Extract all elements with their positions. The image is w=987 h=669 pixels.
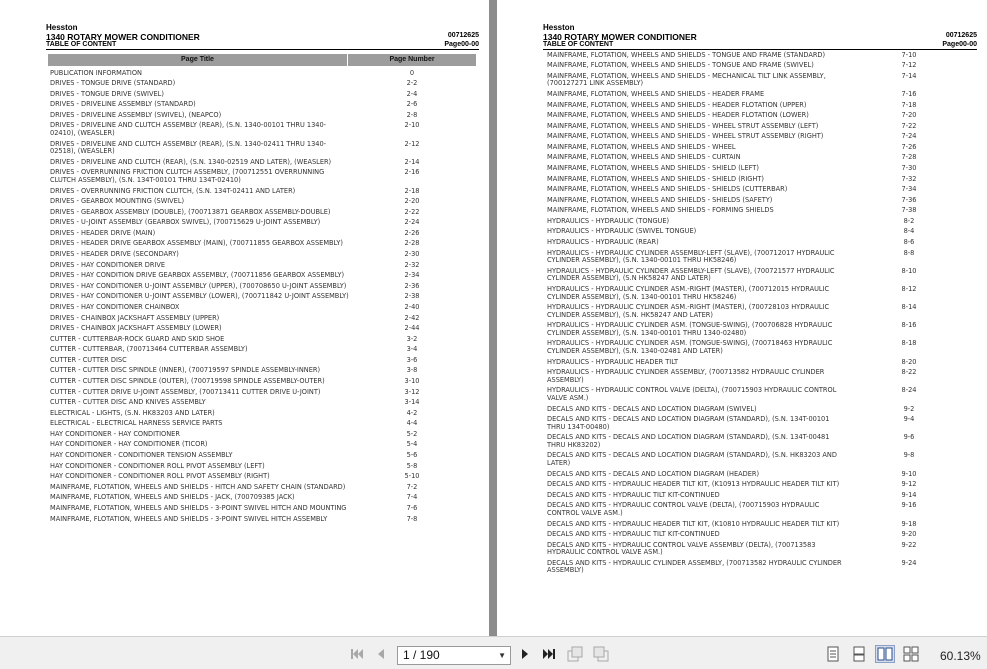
toc-row-page-number: 7-2 <box>406 482 418 491</box>
toc-row[interactable] <box>50 334 476 345</box>
toc-row[interactable] <box>50 324 476 335</box>
toc-row-title: HYDRAULICS - HYDRAULIC CYLINDER ASM.-RIGHT (MASTER), (700728103 HYDRAULIC CYLINDER ASSEMBLY), (S.N. HK58247 AND LATER) <box>547 303 830 319</box>
table-header <box>48 54 476 66</box>
toc-row-title: HYDRAULICS - HYDRAULIC CYLINDER ASM. (TONGUE-SWING), (700706828 HYDRAULIC CYLINDER ASSEMBLY), (S.N. 1340-00101 THRU 1340-02480) <box>547 321 833 337</box>
toc-row-title: HYDRAULICS - HYDRAULIC CYLINDER ASM. (TONGUE-SWING), (700718463 HYDRAULIC CYLINDER ASSEMBLY), (S.N. 1340-02481 AND LATER) <box>547 339 833 356</box>
toc-row-title: DRIVES - HAY CONDITIONER U-JOINT ASSEMBLY (UPPER), (700708650 U-JOINT ASSEMBLY) <box>50 281 347 290</box>
toc-row[interactable] <box>547 530 979 541</box>
toc-row-title: MAINFRAME, FLOTATION, WHEELS AND SHIELDS - JACK, (700709385 JACK) <box>50 493 295 502</box>
toc-row[interactable] <box>50 472 476 483</box>
toc-row-title: MAINFRAME, FLOTATION, WHEELS AND SHIELDS - MECHANICAL TILT LINK ASSEMBLY, (700127271 LINK ASSEMBLY) <box>547 71 826 88</box>
toc-row[interactable] <box>547 121 979 132</box>
toc-row-page-number: 2-36 <box>404 281 420 290</box>
toc-row-title: DRIVES - TONGUE DRIVE (SWIVEL) <box>50 89 164 98</box>
toc-row-title: DRIVES - DRIVELINE AND CLUTCH (REAR), (S.N. 1340-02519 AND LATER), (WEASLER) <box>50 157 332 166</box>
toc-row-page-number: 7-34 <box>901 185 917 194</box>
toc-row[interactable] <box>50 503 476 514</box>
prev-page-icon[interactable] <box>372 645 390 663</box>
toc-row-page-number: 8-12 <box>901 284 917 293</box>
chevron-down-icon[interactable]: ▼ <box>498 651 506 660</box>
toc-row-page-number: 2-34 <box>404 271 420 280</box>
toc-row-title: HAY CONDITIONER - CONDITIONER ROLL PIVOT ASSEMBLY (LEFT) <box>50 461 265 470</box>
toc-row[interactable] <box>50 207 476 218</box>
toc-row-title: HYDRAULICS - HYDRAULIC CYLINDER ASSEMBLY-LEFT (SLAVE), (700712017 HYDRAULIC CYLINDER ASSEMBLY), (S.N. 1340-00101 THRU HK58246) <box>547 248 835 265</box>
toc-row-title: DECALS AND KITS - HYDRAULIC TILT KIT-CONTINUED <box>547 490 720 499</box>
toc-row-title: CUTTER - CUTTER DISC <box>50 355 127 364</box>
toc-row-page-number: 2-38 <box>404 292 420 301</box>
toc-row-title: ELECTRICAL - LIGHTS, (S.N. HK83203 AND LATER) <box>50 408 215 417</box>
toc-row[interactable] <box>50 482 476 493</box>
toc-row-page-number: 2-22 <box>404 207 420 216</box>
toc-row-title: MAINFRAME, FLOTATION, WHEELS AND SHIELDS - TONGUE AND FRAME (STANDARD) <box>547 50 826 59</box>
toc-row-page-number: 2-26 <box>404 228 420 237</box>
toc-row[interactable] <box>50 366 476 377</box>
toc-row[interactable] <box>50 186 476 197</box>
toc-row-title: MAINFRAME, FLOTATION, WHEELS AND SHIELDS - TONGUE AND FRAME (SWIVEL) <box>547 61 814 70</box>
toc-row[interactable] <box>50 313 476 324</box>
toc-row[interactable] <box>547 266 979 284</box>
toc-row-title: HYDRAULICS - HYDRAULIC CYLINDER ASSEMBLY, (700713582 HYDRAULIC CYLINDER ASSEMBLY) <box>547 368 825 384</box>
toc-row[interactable] <box>547 357 979 368</box>
toc-row[interactable] <box>50 139 476 157</box>
toc-row-title: DECALS AND KITS - HYDRAULIC CONTROL VALVE (DELTA), (700715903 HYDRAULIC CONTROL VALVE ASM.) <box>547 501 820 517</box>
toc-row[interactable] <box>547 404 979 415</box>
toc-row-page-number: 8-20 <box>901 357 917 366</box>
document-subtitle: TABLE OF CONTENT <box>46 41 117 48</box>
toc-row-title: DRIVES - GEARBOX ASSEMBLY (DOUBLE), (700713871 GEARBOX ASSEMBLY-DOUBLE) <box>50 207 331 216</box>
toc-row-page-number: 2-14 <box>404 157 420 166</box>
toc-row[interactable] <box>50 292 476 303</box>
toc-row-page-number: 2-18 <box>404 186 420 195</box>
toc-row-title: HAY CONDITIONER - HAY CONDITIONER (TICOR) <box>50 440 208 449</box>
toc-row-page-number: 9-24 <box>901 558 917 567</box>
toc-row[interactable] <box>547 71 979 89</box>
toc-row-title: DRIVES - HEADER DRIVE GEARBOX ASSEMBLY (MAIN), (700711855 GEARBOX ASSEMBLY) <box>50 239 343 248</box>
toc-row[interactable] <box>50 355 476 366</box>
document-code-right: 00712625 <box>945 32 977 39</box>
toc-row-title: MAINFRAME, FLOTATION, WHEELS AND SHIELDS - WHEEL <box>547 142 736 151</box>
page-reference-right: Page00-00 <box>942 41 977 48</box>
toc-row-page-number: 9-22 <box>901 540 917 549</box>
toc-row[interactable] <box>547 227 979 238</box>
rotate-right-icon[interactable] <box>592 645 610 663</box>
toc-row-title: DRIVES - HAY CONDITION DRIVE GEARBOX ASSEMBLY, (700711856 GEARBOX ASSEMBLY) <box>50 271 345 280</box>
toc-row-page-number: 2-10 <box>404 121 420 130</box>
toc-row-title: DRIVES - HEADER DRIVE (MAIN) <box>50 228 156 237</box>
toc-row-title: MAINFRAME, FLOTATION, WHEELS AND SHIELDS - 3-POINT SWIVEL HITCH ASSEMBLY <box>50 514 328 523</box>
page-indicator: 1 / 190 <box>403 648 440 662</box>
toc-row-page-number: 2-16 <box>404 168 420 177</box>
toc-row-page-number: 8-10 <box>901 266 917 275</box>
toc-row-page-number: 7-30 <box>901 163 917 172</box>
toc-row-title: HYDRAULICS - HYDRAULIC CONTROL VALVE (DELTA), (700715903 HYDRAULIC CONTROL VALVE ASM.) <box>547 386 837 402</box>
toc-row-page-number: 3-6 <box>406 355 418 364</box>
toc-row[interactable] <box>547 163 979 174</box>
toc-row-page-number: 8-6 <box>903 238 915 247</box>
toc-row-title: HYDRAULICS - HYDRAULIC CYLINDER ASM.-RIGHT (MASTER), (700712015 HYDRAULIC CYLINDER ASSEMBLY), (S.N. 1340-00101 THRU HK58246) <box>547 284 830 301</box>
toc-row[interactable] <box>50 218 476 229</box>
toc-row-title: CUTTER - CUTTERBAR, (700713464 CUTTERBAR ASSEMBLY) <box>50 345 248 354</box>
toc-row[interactable] <box>50 376 476 387</box>
toc-row-title: DRIVES - U-JOINT ASSEMBLY (GEARBOX SWIVEL), (700715629 U-JOINT ASSEMBLY) <box>50 218 321 227</box>
toc-row[interactable] <box>50 249 476 260</box>
toc-row[interactable] <box>50 239 476 250</box>
toc-row[interactable] <box>50 461 476 472</box>
toc-row-title: HAY CONDITIONER - CONDITIONER TENSION ASSEMBLY <box>50 451 233 460</box>
toc-row-page-number: 2-32 <box>404 260 420 269</box>
toc-row-title: DRIVES - DRIVELINE AND CLUTCH ASSEMBLY (REAR), (S.N. 1340-00101 THRU 1340-02410), (WEASLER) <box>50 121 327 138</box>
toc-row-page-number: 7-14 <box>901 71 917 80</box>
toc-row[interactable] <box>547 185 979 196</box>
toc-row[interactable] <box>50 281 476 292</box>
toc-row[interactable] <box>50 440 476 451</box>
toc-row-page-number: 2-44 <box>404 324 420 333</box>
toc-row-page-number: 3-8 <box>406 366 418 375</box>
toc-row-page-number: 8-4 <box>903 227 915 236</box>
toc-row-page-number: 3-10 <box>404 376 420 385</box>
toc-row-page-number: 2-40 <box>404 302 420 311</box>
toc-row-title: DRIVES - CHAINBOX JACKSHAFT ASSEMBLY (UPPER) <box>50 313 220 322</box>
toc-row-title: DECALS AND KITS - DECALS AND LOCATION DIAGRAM (HEADER) <box>547 469 760 478</box>
viewer-toolbar <box>0 636 987 669</box>
toc-row[interactable] <box>547 142 979 153</box>
toc-row[interactable] <box>50 450 476 461</box>
toc-row-page-number: 7-10 <box>901 50 917 59</box>
toc-row-page-number: 8-8 <box>903 248 915 257</box>
toc-row[interactable] <box>547 433 979 451</box>
toc-row-page-number: 5-8 <box>406 461 418 470</box>
toc-row[interactable] <box>50 429 476 440</box>
toc-row-page-number: 8-18 <box>901 339 917 348</box>
header-divider <box>46 49 479 50</box>
pdf-page-left <box>0 0 489 636</box>
toc-row-page-number: 3-12 <box>404 387 420 396</box>
toc-row-page-number: 2-4 <box>406 89 418 98</box>
toc-row[interactable] <box>50 514 476 525</box>
toc-row-title: DECALS AND KITS - DECALS AND LOCATION DIAGRAM (STANDARD), (S.N. 134T-00481 THRU HK83202) <box>547 433 830 449</box>
toc-row[interactable] <box>547 174 979 185</box>
toc-row-title: DRIVES - TONGUE DRIVE (STANDARD) <box>50 79 176 88</box>
toc-row[interactable] <box>50 398 476 409</box>
toc-row-title: DRIVES - GEARBOX MOUNTING (SWIVEL) <box>50 197 185 206</box>
toc-row-page-number: 8-22 <box>901 368 917 377</box>
toc-row[interactable] <box>547 248 979 266</box>
toc-row-page-number: 7-32 <box>901 174 917 183</box>
toc-row-page-number: 7-16 <box>901 89 917 98</box>
toc-row[interactable] <box>50 228 476 239</box>
toc-row-title: DECALS AND KITS - DECALS AND LOCATION DIAGRAM (STANDARD), (S.N. HK83203 AND LATER) <box>547 451 837 468</box>
toc-row[interactable] <box>547 480 979 491</box>
toc-row-page-number: 2-12 <box>404 139 420 148</box>
toc-row-title: MAINFRAME, FLOTATION, WHEELS AND SHIELDS - 3-POINT SWIVEL HITCH AND MOUNTING <box>50 503 347 512</box>
toc-row-page-number: 2-42 <box>404 313 420 322</box>
toc-row[interactable] <box>50 110 476 121</box>
toc-row-page-number: 2-24 <box>404 218 420 227</box>
toc-row-page-number: 2-2 <box>406 79 418 88</box>
toc-row[interactable] <box>50 387 476 398</box>
toc-row[interactable] <box>547 195 979 206</box>
toc-row-page-number: 2-6 <box>406 100 418 109</box>
toc-row-title: CUTTER - CUTTERBAR-ROCK GUARD AND SKID SHOE <box>50 334 225 343</box>
toc-row-title: MAINFRAME, FLOTATION, WHEELS AND SHIELDS - SHIELDS (CUTTERBAR) <box>547 185 788 194</box>
toc-row[interactable] <box>50 157 476 168</box>
two-page-continuous-icon[interactable] <box>902 645 920 663</box>
toc-row-page-number: 7-20 <box>901 111 917 120</box>
toc-row-title: PUBLICATION INFORMATION <box>50 68 142 77</box>
toc-row-title: MAINFRAME, FLOTATION, WHEELS AND SHIELDS - WHEEL STRUT ASSEMBLY (LEFT) <box>547 121 819 130</box>
toc-row-page-number: 9-16 <box>901 501 917 510</box>
toc-row-page-number: 3-2 <box>406 334 418 343</box>
toc-row[interactable] <box>547 284 979 302</box>
toc-row-title: MAINFRAME, FLOTATION, WHEELS AND SHIELDS - HITCH AND SAFETY CHAIN (STANDARD) <box>50 482 346 491</box>
toc-row[interactable] <box>547 61 979 72</box>
toc-row-title: DRIVES - DRIVELINE AND CLUTCH ASSEMBLY (REAR), (S.N. 1340-02411 THRU 1340-02518), (WEASLER) <box>50 139 327 156</box>
toc-row-title: HYDRAULICS - HYDRAULIC (TONGUE) <box>547 216 670 225</box>
toc-row[interactable] <box>50 79 476 90</box>
toc-row-page-number: 7-8 <box>406 514 418 523</box>
toc-row[interactable] <box>547 153 979 164</box>
toc-row-page-number: 7-6 <box>406 503 418 512</box>
toc-row-title: CUTTER - CUTTER DRIVE U-JOINT ASSEMBLY, (700713411 CUTTER DRIVE U-JOINT) <box>50 387 321 396</box>
toc-row-page-number: 9-2 <box>903 404 915 413</box>
brand-name: Hesston <box>46 23 78 32</box>
toc-row-page-number: 7-12 <box>901 61 917 70</box>
toc-row-title: MAINFRAME, FLOTATION, WHEELS AND SHIELDS - HEADER FLOTATION (LOWER) <box>547 111 809 120</box>
last-page-icon[interactable] <box>540 645 558 663</box>
toc-row-page-number: 5-2 <box>406 429 418 438</box>
toc-row[interactable] <box>547 303 979 321</box>
toc-row-title: MAINFRAME, FLOTATION, WHEELS AND SHIELDS - FORMING SHIELDS <box>547 206 774 215</box>
toc-row-page-number: 7-4 <box>406 493 418 502</box>
toc-row-title: DECALS AND KITS - HYDRAULIC HEADER TILT KIT, (K10810 HYDRAULIC HEADER TILT KIT) <box>547 519 840 528</box>
toc-row-title: MAINFRAME, FLOTATION, WHEELS AND SHIELDS - WHEEL STRUT ASSEMBLY (RIGHT) <box>547 132 824 141</box>
toc-row-page-number: 5-6 <box>406 451 418 460</box>
toc-row[interactable] <box>547 50 979 61</box>
toc-row-title: DRIVES - HAY CONDITIONER U-JOINT ASSEMBLY (LOWER), (700711842 U-JOINT ASSEMBLY) <box>50 292 349 301</box>
first-page-icon[interactable] <box>348 645 366 663</box>
column-header-number: Page Number <box>389 56 435 63</box>
toc-row-title: ELECTRICAL - ELECTRICAL HARNESS SERVICE PARTS <box>50 419 223 428</box>
toc-row-title: DECALS AND KITS - HYDRAULIC CONTROL VALVE ASSEMBLY (DELTA), (700713583 HYDRAULIC CONTROL VALVE ASM.) <box>547 540 816 557</box>
toc-row[interactable] <box>50 408 476 419</box>
toc-row[interactable] <box>547 132 979 143</box>
column-header-title: Page Title <box>48 54 348 66</box>
toc-list-right <box>547 50 979 576</box>
toc-row-title: HYDRAULICS - HYDRAULIC (REAR) <box>547 238 659 247</box>
toc-row-page-number: 8-16 <box>901 321 917 330</box>
toc-row-page-number: 9-10 <box>901 469 917 478</box>
toc-row-title: MAINFRAME, FLOTATION, WHEELS AND SHIELDS - HEADER FRAME <box>547 89 765 98</box>
toc-row-page-number: 0 <box>409 68 415 77</box>
toc-row-page-number: 8-2 <box>903 216 915 225</box>
toc-row-page-number: 8-14 <box>901 303 917 312</box>
toc-row-title: MAINFRAME, FLOTATION, WHEELS AND SHIELDS - SHIELD (RIGHT) <box>547 174 764 183</box>
toc-row[interactable] <box>547 110 979 121</box>
toc-row[interactable] <box>547 100 979 111</box>
toc-row[interactable] <box>50 121 476 139</box>
toc-row-page-number: 5-4 <box>406 440 418 449</box>
toc-row[interactable] <box>547 237 979 248</box>
toc-row-title: DRIVES - OVERRUNNING FRICTION CLUTCH, (S.N. 134T-02411 AND LATER) <box>50 186 296 195</box>
next-page-icon[interactable] <box>516 645 534 663</box>
toc-row-page-number: 9-4 <box>903 415 915 424</box>
toc-row[interactable] <box>50 168 476 186</box>
toc-row[interactable] <box>547 558 979 576</box>
toc-row-title: MAINFRAME, FLOTATION, WHEELS AND SHIELDS - SHIELD (LEFT) <box>547 163 759 172</box>
toc-row[interactable] <box>547 519 979 530</box>
toc-row-title: DRIVES - CHAINBOX JACKSHAFT ASSEMBLY (LOWER) <box>50 324 222 333</box>
toc-row-title: DECALS AND KITS - DECALS AND LOCATION DIAGRAM (STANDARD), (S.N. 134T-00101 THRU 134T-00480) <box>547 415 830 431</box>
toc-row-title: DRIVES - DRIVELINE ASSEMBLY (SWIVEL), (NEAPCO) <box>50 110 222 119</box>
toc-row[interactable] <box>547 386 979 404</box>
toc-row-title: HAY CONDITIONER - HAY CONDITIONER <box>50 429 180 438</box>
toc-row-title: MAINFRAME, FLOTATION, WHEELS AND SHIELDS - HEADER FLOTATION (UPPER) <box>547 100 807 109</box>
document-title: 1340 ROTARY MOWER CONDITIONER <box>46 32 200 42</box>
single-page-icon[interactable] <box>824 645 842 663</box>
toc-row-page-number: 7-28 <box>901 153 917 162</box>
toc-row-title: DECALS AND KITS - HYDRAULIC CYLINDER ASSEMBLY, (700713582 HYDRAULIC CYLINDER ASSEMBLY) <box>547 558 842 575</box>
toc-row[interactable] <box>50 493 476 504</box>
page-reference: Page00-00 <box>444 41 479 48</box>
document-code: 00712625 <box>447 32 479 39</box>
toc-row-page-number: 9-12 <box>901 480 917 489</box>
document-subtitle-right: TABLE OF CONTENT <box>543 41 614 48</box>
toc-row[interactable] <box>547 368 979 386</box>
toc-row-title: DECALS AND KITS - HYDRAULIC HEADER TILT KIT, (K10913 HYDRAULIC HEADER TILT KIT) <box>547 480 840 489</box>
toc-row-page-number: 9-6 <box>903 433 915 442</box>
toc-row-page-number: 7-24 <box>901 132 917 141</box>
toc-row[interactable] <box>547 415 979 433</box>
toc-row-page-number: 7-18 <box>901 100 917 109</box>
toc-row-title: DRIVES - HEADER DRIVE (SECONDARY) <box>50 250 179 259</box>
toc-row[interactable] <box>547 339 979 357</box>
toc-row[interactable] <box>50 302 476 313</box>
toc-row[interactable] <box>50 100 476 111</box>
toc-list-left <box>50 68 476 524</box>
toc-row-title: CUTTER - CUTTER DISC AND KNIVES ASSEMBLY <box>50 398 206 407</box>
toc-row[interactable] <box>547 206 979 217</box>
toc-row-page-number: 2-30 <box>404 250 420 259</box>
toc-row-page-number: 5-10 <box>404 472 420 481</box>
toc-row[interactable] <box>50 345 476 356</box>
toc-row[interactable] <box>50 89 476 100</box>
toc-row-title: HYDRAULICS - HYDRAULIC (SWIVEL TONGUE) <box>547 227 697 236</box>
continuous-icon[interactable] <box>850 645 868 663</box>
toc-row-page-number: 2-20 <box>404 197 420 206</box>
toc-row[interactable] <box>50 419 476 430</box>
toc-row-title: DRIVES - OVERRUNNING FRICTION CLUTCH ASSEMBLY, (700712551 OVERRUNNING CLUTCH ASSEMBLY), (S.N. 134T-00101 THRU 134T-02410) <box>50 168 325 184</box>
toc-row-title: MAINFRAME, FLOTATION, WHEELS AND SHIELDS - SHIELDS (SAFETY) <box>547 195 773 204</box>
toc-row-page-number: 4-4 <box>406 419 418 428</box>
rotate-left-icon[interactable] <box>566 645 584 663</box>
toc-row-page-number: 3-4 <box>406 345 418 354</box>
toc-row-title: DRIVES - HAY CONDITIONER CHAINBOX <box>50 302 180 311</box>
toc-row-page-number: 7-38 <box>901 206 917 215</box>
toc-row-page-number: 9-18 <box>901 519 917 528</box>
toc-row-title: CUTTER - CUTTER DISC SPINDLE (OUTER), (700719598 SPINDLE ASSEMBLY-OUTER) <box>50 376 325 385</box>
toc-row-page-number: 4-2 <box>406 408 418 417</box>
toc-row[interactable] <box>547 469 979 480</box>
toc-row[interactable] <box>50 197 476 208</box>
toc-row[interactable] <box>547 540 979 558</box>
toc-row-title: HYDRAULICS - HYDRAULIC CYLINDER ASSEMBLY-LEFT (SLAVE), (700721577 HYDRAULIC CYLINDER ASSEMBLY), (S.N HK58247 AND LATER) <box>547 266 835 283</box>
brand-name-right: Hesston <box>543 23 575 32</box>
toc-row-page-number: 2-8 <box>406 110 418 119</box>
toc-row[interactable] <box>547 216 979 227</box>
page-number-input[interactable] <box>397 646 511 665</box>
toc-row-title: DECALS AND KITS - DECALS AND LOCATION DIAGRAM (SWIVEL) <box>547 404 757 413</box>
toc-row-page-number: 9-20 <box>901 530 917 539</box>
toc-row[interactable] <box>50 68 476 79</box>
toc-row-page-number: 9-14 <box>901 490 917 499</box>
toc-row-page-number: 9-8 <box>903 451 915 460</box>
toc-row[interactable] <box>547 321 979 339</box>
toc-row[interactable] <box>50 271 476 282</box>
toc-row[interactable] <box>547 451 979 469</box>
toc-row-page-number: 7-22 <box>901 121 917 130</box>
toc-row[interactable] <box>50 260 476 271</box>
document-title-right: 1340 ROTARY MOWER CONDITIONER <box>543 32 697 42</box>
toc-row-title: DECALS AND KITS - HYDRAULIC TILT KIT-CONTINUED <box>547 530 720 539</box>
toc-row-page-number: 7-26 <box>901 142 917 151</box>
zoom-level[interactable]: 60.13% <box>940 649 981 663</box>
toc-row-title: HAY CONDITIONER - CONDITIONER ROLL PIVOT ASSEMBLY (RIGHT) <box>50 472 270 481</box>
toc-row-page-number: 8-24 <box>901 386 917 395</box>
toc-row-title: DRIVES - DRIVELINE ASSEMBLY (STANDARD) <box>50 100 196 109</box>
toc-row[interactable] <box>547 501 979 519</box>
toc-row-title: DRIVES - HAY CONDITIONER DRIVE <box>50 260 166 269</box>
two-page-icon[interactable] <box>875 645 895 663</box>
toc-row-title: HYDRAULICS - HYDRAULIC HEADER TILT <box>547 357 679 366</box>
pdf-page-right <box>497 0 987 636</box>
toc-row[interactable] <box>547 490 979 501</box>
toc-row-title: CUTTER - CUTTER DISC SPINDLE (INNER), (700719597 SPINDLE ASSEMBLY-INNER) <box>50 366 321 375</box>
toc-row[interactable] <box>547 89 979 100</box>
toc-row-page-number: 3-14 <box>404 398 420 407</box>
toc-row-title: MAINFRAME, FLOTATION, WHEELS AND SHIELDS - CURTAIN <box>547 153 741 162</box>
toc-row-page-number: 2-28 <box>404 239 420 248</box>
toc-row-page-number: 7-36 <box>901 195 917 204</box>
